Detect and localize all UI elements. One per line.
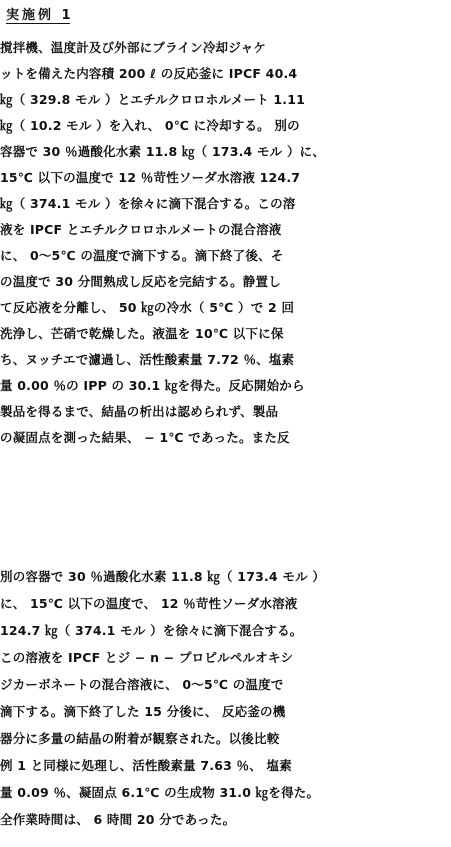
text-line: 製品を得るまで、結晶の析出は認められず、製品 xyxy=(0,404,279,419)
text-line: 撹拌機、温度計及び外部にブライン冷却ジャケ xyxy=(0,40,267,55)
text-line: 量 0.00 ％の IPP の 30.1 ㎏を得た。反応開始から xyxy=(0,378,305,393)
text-line: の凝固点を測った結果、 − 1℃ であった。また反 xyxy=(0,430,290,445)
heading-text: 実施例 1 xyxy=(6,8,74,23)
text-line: ジカーボネートの混合溶液に、 0〜5℃ の温度で xyxy=(0,677,284,692)
text-line: 容器で 30 ％過酸化水素 11.8 ㎏（ 173.4 モル ）に、 xyxy=(0,144,326,159)
text-line: この溶液を IPCF とジ − n − プロピルペルオキシ xyxy=(0,650,294,665)
text-line: 例 1 と同様に処理し、活性酸素量 7.63 ％、 塩素 xyxy=(0,758,292,773)
text-line: 別の容器で 30 ％過酸化水素 11.8 ㎏（ 173.4 モル ） xyxy=(0,569,326,584)
text-line: 液を IPCF とエチルクロロホルメートの混合溶液 xyxy=(0,222,282,237)
text-line: 15℃ 以下の温度で 12 ％苛性ソーダ水溶液 124.7 xyxy=(0,170,301,185)
text-line: 全作業時間は、 6 時間 20 分であった。 xyxy=(0,812,236,827)
text-line: ㎏（ 329.8 モル ）とエチルクロロホルメート 1.11 xyxy=(0,92,306,107)
text-line: ㎏（ 10.2 モル ）を入れ、 0℃ に冷却する。 別の xyxy=(0,118,300,133)
text-line: ットを備えた内容積 200 ℓ の反応釜に IPCF 40.4 xyxy=(0,66,298,81)
text-line: 滴下する。滴下終了した 15 分後に、 反応釜の機 xyxy=(0,704,286,719)
text-line: 洗浄し、芒硝で乾燥した。液温を 10℃ 以下に保 xyxy=(0,326,284,341)
text-line: 124.7 ㎏（ 374.1 モル ）を徐々に滴下混合する。 xyxy=(0,623,303,638)
text-line: ㎏（ 374.1 モル ）を徐々に滴下混合する。この溶 xyxy=(0,196,296,211)
text-line: の温度で 30 分間熟成し反応を完結する。静置し xyxy=(0,274,281,289)
example-heading xyxy=(6,4,74,23)
text-line: 器分に多量の結晶の附着が観察された。以後比較 xyxy=(0,731,280,746)
text-line: に、 15℃ 以下の温度で、 12 ％苛性ソーダ水溶液 xyxy=(0,596,298,611)
text-line: て反応液を分離し、 50 ㎏の冷水（ 5℃ ）で 2 回 xyxy=(0,300,295,315)
heading-underline xyxy=(6,23,70,24)
text-line: ち、ヌッチエで濾過し、活性酸素量 7.72 ％、塩素 xyxy=(0,352,295,367)
text-line: 量 0.09 ％、凝固点 6.1℃ の生成物 31.0 ㎏を得た。 xyxy=(0,785,320,800)
text-line: に、 0〜5℃ の温度で滴下する。滴下終了後、そ xyxy=(0,248,284,263)
